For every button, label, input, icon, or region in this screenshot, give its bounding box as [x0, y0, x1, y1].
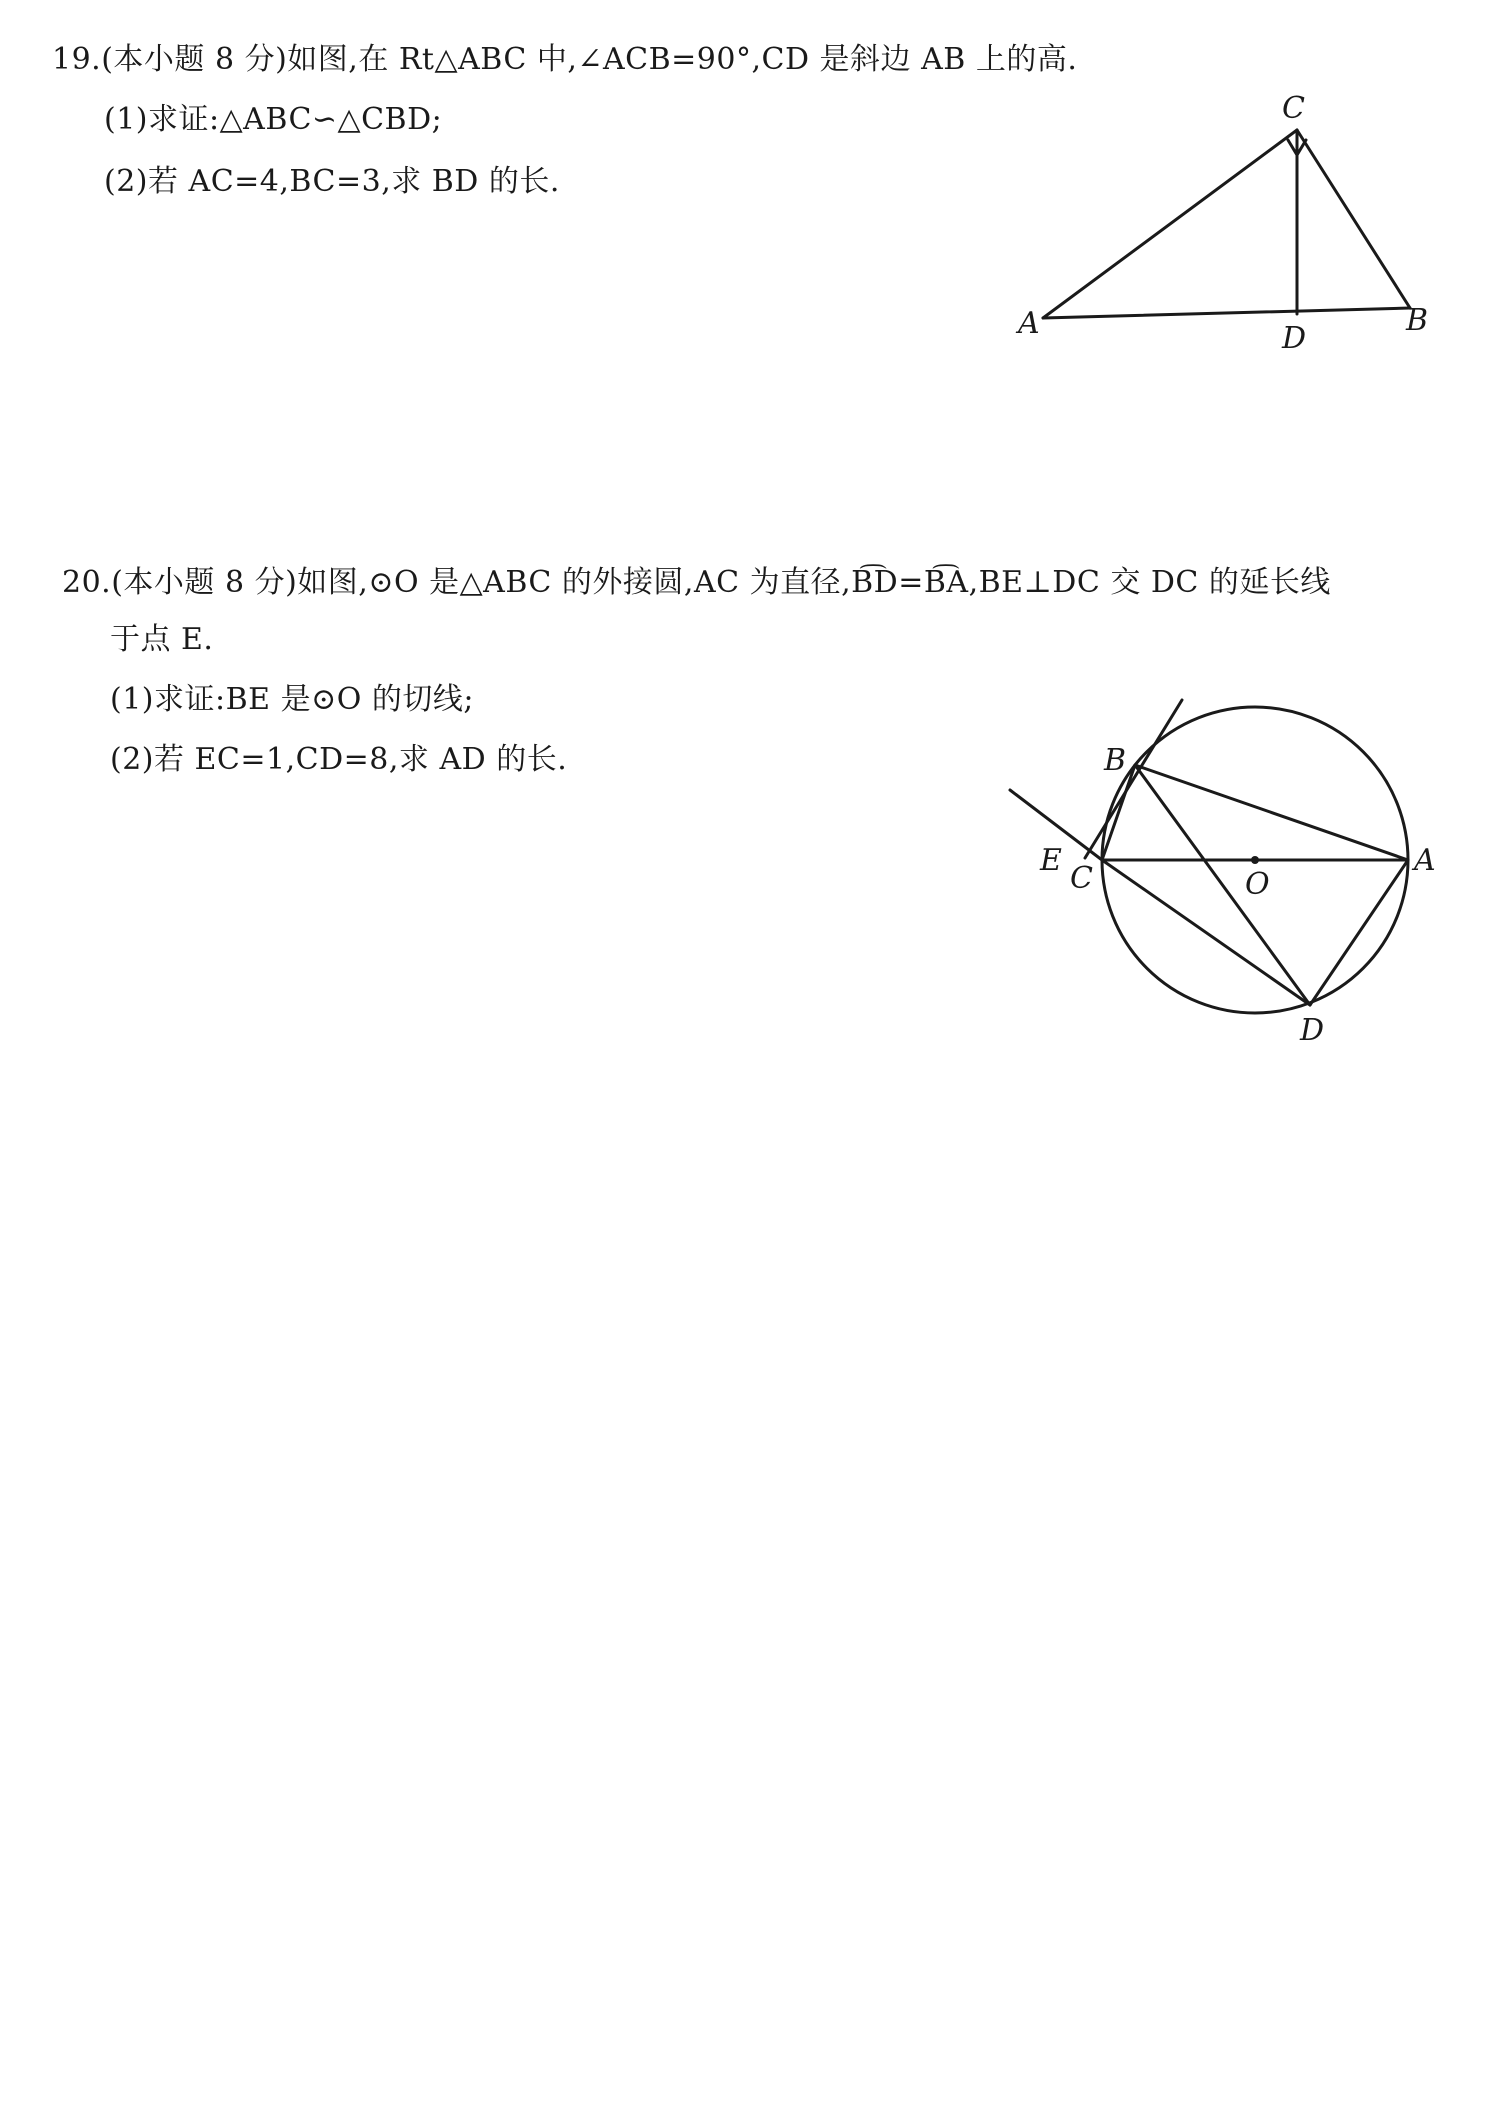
problem-19-part-2: (2)若 AC=4,BC=3,求 BD 的长.	[104, 164, 560, 199]
point-label-o: O	[1245, 867, 1270, 902]
problem-20-header-continuation: 于点 E.	[110, 622, 214, 657]
point-label-a: A	[1414, 843, 1436, 878]
vertex-label-b: B	[1406, 303, 1429, 338]
center-point-o	[1251, 856, 1259, 864]
problem-19-part-1: (1)求证:△ABC∽△CBD;	[104, 102, 443, 137]
vertex-label-d: D	[1282, 321, 1307, 356]
problem-19-header: 19.(本小题 8 分)如图,在 Rt△ABC 中,∠ACB=90°,CD 是斜边 AB 上的高.	[52, 42, 1078, 77]
point-label-c: C	[1070, 861, 1093, 896]
segment-cd	[1102, 860, 1310, 1005]
segment-bc	[1102, 765, 1135, 860]
problem-20-header: 20.(本小题 8 分)如图,⊙O 是△ABC 的外接圆,AC 为直径,B͡D=B͡A,BE⊥DC 交 DC 的延长线	[62, 565, 1331, 600]
segment-ba	[1135, 765, 1408, 860]
tangent-line-be	[1085, 700, 1182, 858]
point-label-e: E	[1040, 843, 1062, 878]
vertex-label-c: C	[1282, 91, 1305, 126]
vertex-label-a: A	[1018, 306, 1040, 341]
segment-bd	[1135, 765, 1310, 1005]
problem-20-part-1: (1)求证:BE 是⊙O 的切线;	[110, 682, 474, 717]
point-label-b: B	[1104, 743, 1127, 778]
problem-20-part-2: (2)若 EC=1,CD=8,求 AD 的长.	[110, 742, 568, 777]
segment-ad	[1310, 860, 1408, 1005]
point-label-d: D	[1300, 1013, 1325, 1048]
